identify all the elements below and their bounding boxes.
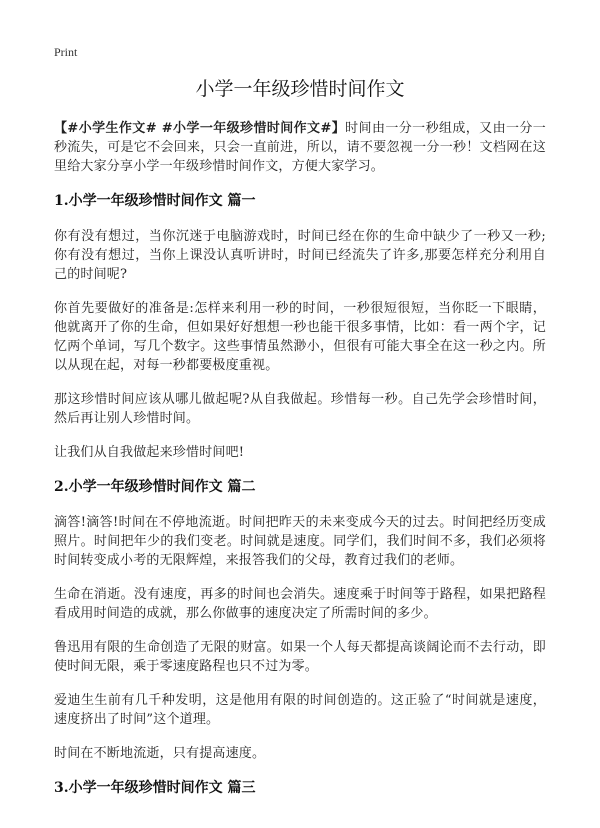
intro-text: 时间由一分一秒组成，又由一分一秒流失，可是它不会回来，只会一直前进，所以，请不要忽视一分一秒！文档网在这里给大家分享小学一年级珍惜时间作文，方便大家学习。: [54, 121, 546, 174]
section-paragraph: 时间在不断地流逝，只有提高速度。: [54, 746, 266, 761]
section-paragraph: 你有没有想过，当你沉迷于电脑游戏时，时间已经在你的生命中缺少了一秒又一秒;你有没有想过，当你上课没认真听讲时，时间已经流失了许多,那要怎样充分利用自己的时间呢?: [54, 229, 546, 282]
section-2: [54, 477, 546, 763]
section-paragraph: 爱迪生生前有几千种发明，这是他用有限的时间创造的。这正验了“时间就是速度，速度挤出了时间”这个道理。: [54, 693, 546, 727]
section-paragraph: 生命在消逝。没有速度，再多的时间也会消失。速度乘于时间等于路程，如果把路程看成用时间造的成就，那么你做事的速度决定了所需时间的多少。: [54, 587, 546, 621]
section-paragraph: 鲁迅用有限的生命创造了无限的财富。如果一个人每天都提高谈阔论而不去行动，即使时间无限，乘于零速度路程也只不过为零。: [54, 640, 546, 674]
intro-paragraph: [54, 119, 546, 176]
section-1: [54, 191, 546, 462]
section-paragraph: 那这珍惜时间应该从哪儿做起呢?从自我做起。珍惜每一秒。自己先学会珍惜时间，然后再让别人珍惜时间。: [54, 392, 546, 426]
section-paragraph: 滴答!滴答!时间在不停地流逝。时间把昨天的未来变成今天的过去。时间把经历变成照片。时间把年少的我们变老。时间就是速度。同学们，我们时间不多，我们必须将时间转变成小考的无限辉煌，来报答我们的父母，教育过我们的老师。: [54, 515, 546, 568]
document-title: 小学一年级珍惜时间作文: [195, 78, 405, 100]
section-heading: 1.小学一年级珍惜时间作文 篇一: [54, 193, 256, 209]
print-label: Print: [54, 45, 78, 59]
section-paragraph: 你首先要做好的准备是:怎样来利用一秒的时间，一秒很短很短，当你眨一下眼睛，他就离开了你的生命，但如果好好想想一秒也能干很多事情，比如：看一两个字，记忆两个单词，写几个数字。这些事情虽然渺小，但很有可能大事全在这一秒之内。所以从现在起，对每一秒都要极度重视。: [54, 301, 546, 373]
section-paragraph: 让我们从自我做起来珍惜时间吧!: [54, 445, 245, 460]
section-heading: 3.小学一年级珍惜时间作文 篇三: [54, 780, 256, 796]
intro-tag: 【#小学生作文# #小学一年级珍惜时间作文#】: [54, 121, 346, 136]
section-heading: 2.小学一年级珍惜时间作文 篇二: [54, 479, 256, 495]
section-3: [54, 778, 546, 798]
